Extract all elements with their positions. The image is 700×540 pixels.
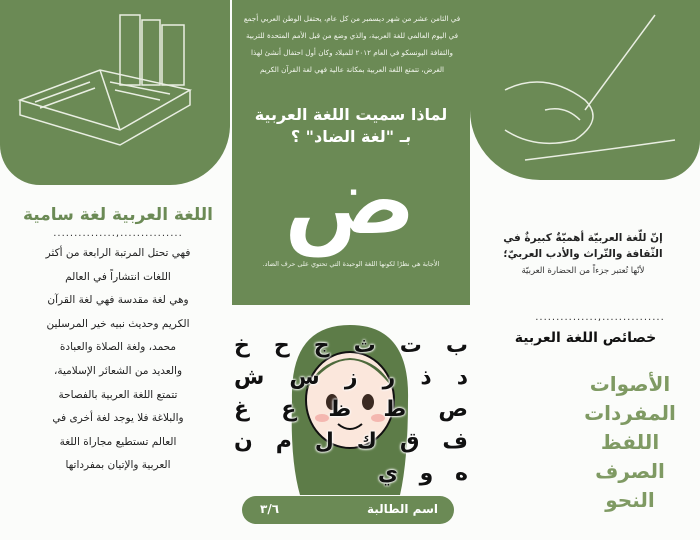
body-line: الكريم وحديث نبيه خير المرسلين: [46, 317, 190, 330]
body-line: والبلاغة فلا يوجد لغة أخرى في: [52, 412, 184, 425]
body-line: العربية والإتيان بمفرداتها: [65, 459, 171, 472]
body-line: تتمتع اللغة العربية بالفصاحة: [58, 388, 178, 401]
importance-line-1: إنّ للّغة العربيّة أهميّةٌ كبيرةٌ في: [503, 232, 663, 244]
top-left-cloud: [0, 0, 230, 185]
body-line: العالم تستطيع مجاراة اللغة: [59, 435, 177, 448]
question-line-1: لماذا سميت اللغة العربية: [254, 105, 448, 124]
importance-text: [472, 230, 694, 276]
importance-line-2: الثّقافة والتّراث والأدب العربيّ؛: [503, 248, 663, 260]
body-line: وهي لغة مقدسة فهي لغة القرآن: [47, 294, 189, 307]
question-line-2: بـ "لغة الضاد" ؟: [290, 127, 412, 146]
decorative-letters: ب ت ث ج ح خ د ذ ر ز س ش ص ط ظ ع غ ف ق ك ل م ن ه و ي: [234, 333, 468, 486]
dad-letter: ض: [282, 141, 418, 258]
left-divider: ...............,...............: [53, 228, 183, 239]
left-title: اللغة العربية لغة سامية: [23, 205, 213, 225]
book-sketch-icon: [10, 10, 210, 170]
feature-item: الأصوات: [589, 372, 671, 396]
class-label: ٣/٦: [260, 502, 280, 516]
right-divider: ...............,...............: [535, 312, 665, 323]
feature-item: اللفظ: [600, 430, 660, 454]
hand-writing-sketch-icon: [485, 10, 685, 170]
features-title: خصائص اللغة العربية: [514, 330, 657, 346]
student-name-bar: [242, 496, 454, 524]
answer-text: الأجابة هي نظرًا لكونها اللغة الوحيدة التي تحتوي على حرف الضاد.: [262, 260, 440, 268]
features-list: [560, 370, 700, 515]
body-line: والعديد من الشعائر الإسلامية،: [53, 364, 183, 377]
importance-line-3: لأنّها تُعتبر جزءاً من الحضارة العربيّة: [521, 266, 645, 276]
feature-item: الصرف: [595, 459, 665, 483]
feature-item: المفردات: [584, 401, 676, 425]
student-name-label: اسم الطالبة: [367, 502, 438, 516]
body-line: محمد، ولغة الصلاة والعبادة: [59, 341, 177, 354]
body-line: اللغات انتشاراً في العالم: [65, 270, 171, 283]
feature-item: النحو: [605, 488, 655, 512]
top-right-cloud: [470, 0, 700, 180]
intro-paragraph: في الثامن عشر من شهر ديسمبر من كل عام، يحتفل الوطن العربي أجمع في اليوم العالمي للغة العربية، والذي وضع من قبل الأمم المتحدة للتربية والثقافة اليونسكو في العام ٢٠١٢ للميلاد وكان أول احتفال أنشئ لهذا الغرض، تتمتع اللغة العربية بمكانة عالية فهي لغة القرآن الكريم: [243, 14, 461, 74]
left-body: [6, 242, 230, 478]
body-line: فهي تحتل المرتبة الرابعة من أكثر: [45, 247, 191, 259]
